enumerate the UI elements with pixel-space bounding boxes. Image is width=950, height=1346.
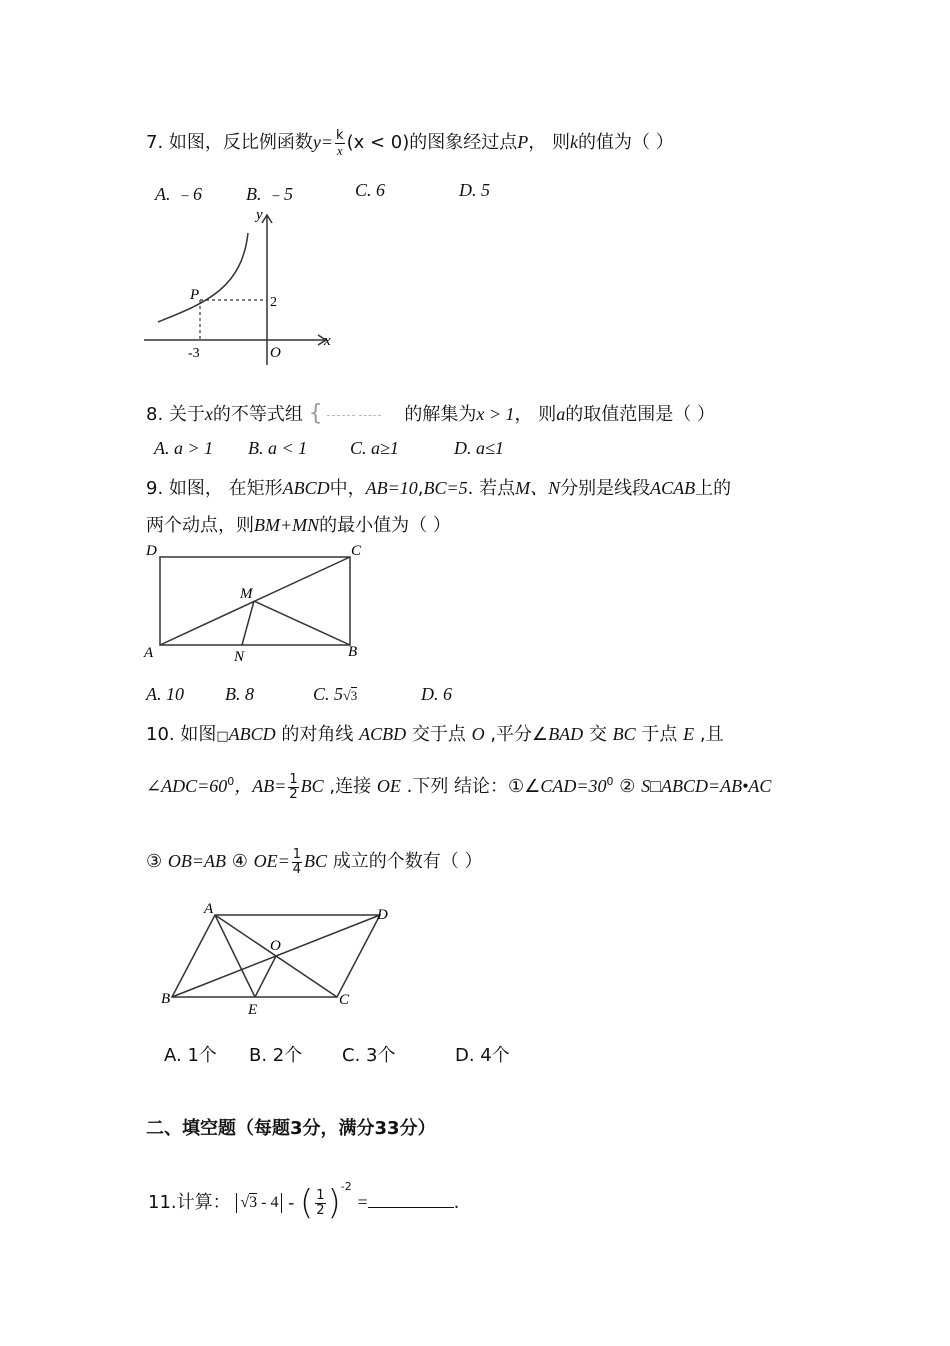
- q10-option-a: A. 1个: [164, 1045, 217, 1066]
- abs-value: √3 - 4: [236, 1193, 282, 1213]
- q9-option-c: C. 5√3: [313, 684, 358, 704]
- inequality-system: {: [309, 401, 399, 426]
- label-c: C: [351, 543, 362, 559]
- q9-option-b: B. 8: [225, 684, 254, 704]
- q7-option-c: C. 6: [355, 180, 386, 200]
- label-neg3: -3: [188, 346, 200, 361]
- q10-stem-line3: ③ OB=AB ④ OE= $\frac{1}{4}$ BC 成立的个数有（ ）: [146, 846, 483, 877]
- q10-option-c: C. 3个: [342, 1045, 396, 1066]
- q10-figure: [155, 898, 400, 1023]
- section-title: 二、填空题（每题3分，满分33分）: [146, 1118, 436, 1139]
- q10-option-b: B. 2个: [249, 1045, 303, 1066]
- q9-option-d: D. 6: [421, 684, 452, 704]
- segment-mb: [254, 601, 350, 645]
- label-e: E: [248, 1002, 258, 1018]
- q10-stem-line1: 10. 如图□ABCD 的对角线 ACBD 交于点 O ,平分∠BAD 交 BC 于点 E ,且: [146, 724, 724, 745]
- label-o: O: [270, 345, 281, 361]
- answer-blank[interactable]: [368, 1189, 454, 1208]
- q9-figure: [140, 540, 380, 668]
- q8-option-c: C. a≥1: [350, 438, 399, 458]
- q7-option-b: B. ﹣5: [246, 184, 293, 204]
- q7-option-d: D. 5: [459, 180, 490, 200]
- bisector-ae: [215, 915, 255, 997]
- label-d: D: [146, 543, 157, 559]
- label-a: A: [204, 901, 214, 917]
- q11-stem: 11.计算： √3 - 4 - ( $\frac{1}{2}$ )$^{-2}$ = .: [148, 1180, 460, 1223]
- segment-mn: [242, 601, 254, 645]
- q8-option-a: A. a > 1: [154, 438, 214, 458]
- label-o: O: [270, 938, 281, 954]
- q9-option-a: A. 10: [146, 684, 184, 704]
- q8-option-d: D. a≤1: [454, 438, 504, 458]
- label-p: P: [190, 287, 200, 303]
- label-c: C: [339, 992, 350, 1008]
- q7-option-a: A. ﹣6: [155, 184, 202, 204]
- q8-stem: 8. 关于x的不等式组 { 的解集为x > 1， 则a的取值范围是（ ）: [146, 401, 715, 426]
- q7-stem: 7. 如图，反比例函数y= $\frac{k}{x}$ (x < 0)的图象经过点P， 则k的值为（ ）: [146, 127, 674, 158]
- q7-figure: [140, 205, 340, 370]
- q10-option-d: D. 4个: [455, 1045, 510, 1066]
- label-b: B: [161, 991, 171, 1007]
- label-2: 2: [270, 295, 277, 310]
- q9-stem-line2: 两个动点，则BM+MN的最小值为（ ）: [146, 515, 451, 536]
- label-x: x: [324, 333, 331, 349]
- label-y: y: [256, 207, 263, 223]
- label-a: A: [144, 645, 154, 661]
- segment-oe: [255, 956, 276, 997]
- q10-stem-line2: $\angle ADC=60^0$，AB= $\frac{1}{2}$ BC ,连接 OE .下列 结论：$①\angle CAD=30^0$ ② S□ABCD=AB•AC: [146, 771, 772, 802]
- label-n: N: [234, 649, 245, 665]
- q8-option-b: B. a < 1: [248, 438, 308, 458]
- q9-stem-line1: 9. 如图， 在矩形ABCD中，AB=10,BC=5. 若点M、N分别是线段ACAB上的: [146, 478, 732, 499]
- hyperbola-curve: [158, 233, 248, 322]
- label-m: M: [240, 586, 253, 602]
- label-d: D: [377, 907, 388, 923]
- label-b: B: [348, 644, 358, 660]
